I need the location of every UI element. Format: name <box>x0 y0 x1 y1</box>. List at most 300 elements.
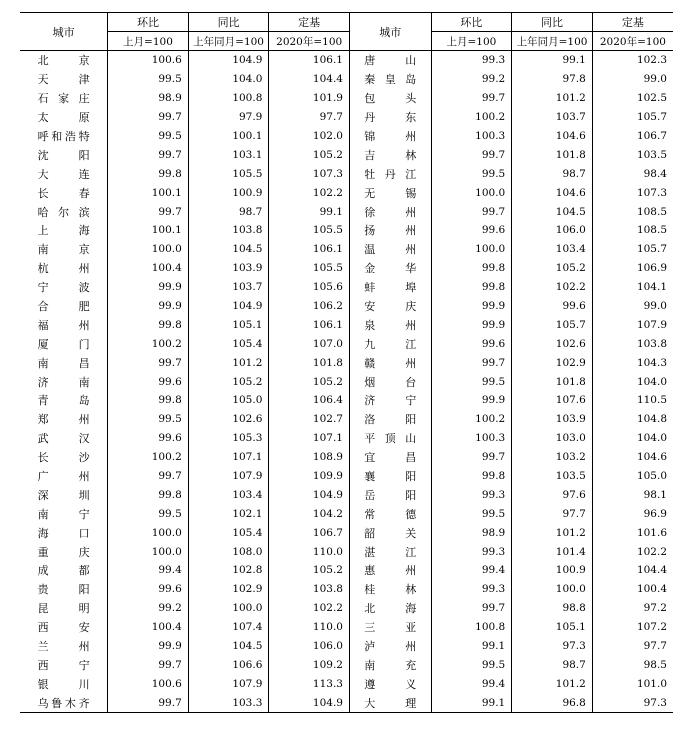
yoy-header: 同比 <box>188 13 269 32</box>
value-cell: 101.0 <box>592 674 673 693</box>
value-cell: 99.8 <box>431 259 512 278</box>
city-name-cell-right <box>349 504 431 523</box>
city-name-cell <box>20 637 108 656</box>
value-cell: 99.6 <box>512 297 593 316</box>
value-cell: 97.3 <box>592 693 673 712</box>
value-cell: 97.6 <box>512 485 593 504</box>
value-cell: 97.8 <box>512 70 593 89</box>
city-name: 呼和浩特 <box>37 130 90 143</box>
value-cell: 102.5 <box>592 89 673 108</box>
value-cell: 101.8 <box>269 353 350 372</box>
value-cell: 107.9 <box>188 467 269 486</box>
city-name: 大 连 <box>37 167 90 181</box>
value-cell: 97.9 <box>188 108 269 127</box>
value-cell: 100.0 <box>431 183 512 202</box>
table-row <box>20 353 673 372</box>
value-cell: 106.6 <box>188 656 269 675</box>
city-name: 深 圳 <box>37 488 90 502</box>
value-cell: 110.5 <box>592 391 673 410</box>
city-name: 平顶山 <box>364 432 417 446</box>
value-cell: 105.1 <box>188 315 269 334</box>
yoy-subheader-right: 上年同月=100 <box>512 32 593 51</box>
city-name: 郑 州 <box>37 413 90 427</box>
city-name: 襄 阳 <box>364 470 417 484</box>
city-name-cell-right <box>349 372 431 391</box>
city-name: 桂 林 <box>364 583 417 597</box>
city-name: 南 充 <box>364 658 417 672</box>
city-name-cell-right <box>349 127 431 146</box>
value-cell: 107.2 <box>592 618 673 637</box>
city-name: 包 头 <box>364 92 417 106</box>
value-cell: 98.5 <box>592 656 673 675</box>
value-cell: 101.9 <box>269 89 350 108</box>
table-row <box>20 656 673 675</box>
value-cell: 99.3 <box>431 51 512 70</box>
city-name: 温 州 <box>364 243 417 257</box>
value-cell: 104.4 <box>592 561 673 580</box>
value-cell: 99.6 <box>431 221 512 240</box>
table-row <box>20 448 673 467</box>
value-cell: 108.9 <box>269 448 350 467</box>
value-cell: 99.2 <box>431 70 512 89</box>
value-cell: 103.7 <box>188 278 269 297</box>
value-cell: 99.7 <box>108 108 189 127</box>
value-cell: 101.8 <box>512 145 593 164</box>
city-name: 徐 州 <box>364 205 417 219</box>
city-name: 上 海 <box>37 224 90 238</box>
value-cell: 99.7 <box>108 145 189 164</box>
value-cell: 99.6 <box>108 372 189 391</box>
value-cell: 105.5 <box>188 164 269 183</box>
value-cell: 99.1 <box>512 51 593 70</box>
value-cell: 104.2 <box>269 504 350 523</box>
value-cell: 106.7 <box>592 127 673 146</box>
city-name: 兰 州 <box>37 640 90 654</box>
value-cell: 100.0 <box>108 240 189 259</box>
value-cell: 102.6 <box>512 334 593 353</box>
value-cell: 106.0 <box>512 221 593 240</box>
value-cell: 99.7 <box>108 693 189 712</box>
city-name: 赣 州 <box>364 356 417 370</box>
city-name-cell <box>20 108 108 127</box>
city-name: 三 亚 <box>364 621 417 635</box>
city-name-cell-right <box>349 656 431 675</box>
fixed-header: 定基 <box>269 13 350 32</box>
value-cell: 105.2 <box>269 372 350 391</box>
value-cell: 107.9 <box>188 674 269 693</box>
value-cell: 99.5 <box>108 504 189 523</box>
city-name: 海 口 <box>37 526 90 540</box>
value-cell: 101.2 <box>512 89 593 108</box>
value-cell: 99.7 <box>431 353 512 372</box>
table-row <box>20 637 673 656</box>
city-name-cell-right <box>349 145 431 164</box>
value-cell: 105.2 <box>188 372 269 391</box>
value-cell: 105.5 <box>269 221 350 240</box>
value-cell: 108.5 <box>592 221 673 240</box>
mom-subheader-right: 上月=100 <box>431 32 512 51</box>
city-name-cell-right <box>349 315 431 334</box>
value-cell: 113.3 <box>269 674 350 693</box>
city-name: 合 肥 <box>37 300 90 314</box>
value-cell: 99.6 <box>431 334 512 353</box>
table-row <box>20 51 673 70</box>
value-cell: 99.6 <box>108 580 189 599</box>
city-name: 长 春 <box>37 186 90 200</box>
value-cell: 104.1 <box>592 278 673 297</box>
value-cell: 99.7 <box>108 202 189 221</box>
value-cell: 99.8 <box>431 278 512 297</box>
city-name-cell <box>20 580 108 599</box>
value-cell: 100.6 <box>108 51 189 70</box>
city-name: 昆 明 <box>37 602 90 616</box>
value-cell: 100.2 <box>431 108 512 127</box>
table-row <box>20 145 673 164</box>
city-name: 成 都 <box>37 564 90 578</box>
value-cell: 100.2 <box>431 410 512 429</box>
city-name-cell-right <box>349 618 431 637</box>
city-name-cell-right <box>349 278 431 297</box>
value-cell: 99.9 <box>431 315 512 334</box>
value-cell: 104.0 <box>188 70 269 89</box>
value-cell: 100.3 <box>431 127 512 146</box>
value-cell: 100.0 <box>108 542 189 561</box>
city-name-cell-right <box>349 183 431 202</box>
value-cell: 106.1 <box>269 51 350 70</box>
city-name-cell <box>20 429 108 448</box>
table-row <box>20 127 673 146</box>
value-cell: 99.5 <box>108 410 189 429</box>
city-name: 天 津 <box>37 73 90 87</box>
value-cell: 98.7 <box>512 656 593 675</box>
city-name-cell <box>20 315 108 334</box>
yoy-header-right: 同比 <box>512 13 593 32</box>
value-cell: 101.2 <box>188 353 269 372</box>
city-name: 金 华 <box>364 262 417 276</box>
value-cell: 99.8 <box>108 164 189 183</box>
value-cell: 106.1 <box>269 315 350 334</box>
city-name-cell <box>20 259 108 278</box>
value-cell: 97.2 <box>592 599 673 618</box>
value-cell: 101.2 <box>512 523 593 542</box>
value-cell: 104.6 <box>512 183 593 202</box>
city-name: 福 州 <box>37 318 90 332</box>
city-name-cell <box>20 674 108 693</box>
value-cell: 99.1 <box>269 202 350 221</box>
value-cell: 101.6 <box>592 523 673 542</box>
value-cell: 108.0 <box>188 542 269 561</box>
city-name-cell-right <box>349 523 431 542</box>
value-cell: 99.9 <box>431 297 512 316</box>
value-cell: 105.0 <box>188 391 269 410</box>
city-name: 哈尔滨 <box>37 205 90 219</box>
value-cell: 99.5 <box>431 164 512 183</box>
value-cell: 105.2 <box>269 145 350 164</box>
value-cell: 106.2 <box>269 297 350 316</box>
city-name: 重 庆 <box>37 545 90 559</box>
value-cell: 100.2 <box>108 448 189 467</box>
value-cell: 104.5 <box>512 202 593 221</box>
city-name: 泉 州 <box>364 318 417 332</box>
value-cell: 104.6 <box>592 448 673 467</box>
value-cell: 104.5 <box>188 240 269 259</box>
city-name-cell-right <box>349 467 431 486</box>
city-name-cell <box>20 334 108 353</box>
value-cell: 100.1 <box>108 221 189 240</box>
table-row <box>20 429 673 448</box>
fixed-subheader-right: 2020年=100 <box>592 32 673 51</box>
value-cell: 103.5 <box>592 145 673 164</box>
value-cell: 103.0 <box>512 429 593 448</box>
city-name-cell <box>20 164 108 183</box>
city-name: 杭 州 <box>37 262 90 276</box>
city-name-cell-right <box>349 353 431 372</box>
table-row <box>20 693 673 712</box>
value-cell: 97.7 <box>269 108 350 127</box>
value-cell: 100.0 <box>188 599 269 618</box>
value-cell: 100.0 <box>108 523 189 542</box>
city-name: 吉 林 <box>364 148 417 162</box>
value-cell: 98.4 <box>592 164 673 183</box>
city-name-cell <box>20 693 108 712</box>
value-cell: 101.8 <box>512 372 593 391</box>
city-name: 蚌 埠 <box>364 281 417 295</box>
city-name-cell <box>20 542 108 561</box>
city-name: 贵 阳 <box>37 583 90 597</box>
subheader-row <box>20 32 673 51</box>
value-cell: 100.4 <box>592 580 673 599</box>
city-name: 泸 州 <box>364 640 417 654</box>
value-cell: 99.4 <box>431 674 512 693</box>
value-cell: 103.1 <box>188 145 269 164</box>
city-name-cell <box>20 70 108 89</box>
value-cell: 99.1 <box>431 637 512 656</box>
value-cell: 105.7 <box>512 315 593 334</box>
value-cell: 100.9 <box>512 561 593 580</box>
value-cell: 107.3 <box>592 183 673 202</box>
city-name-cell-right <box>349 580 431 599</box>
table-row <box>20 315 673 334</box>
value-cell: 104.4 <box>269 70 350 89</box>
value-cell: 104.5 <box>188 637 269 656</box>
value-cell: 107.4 <box>188 618 269 637</box>
table-row <box>20 410 673 429</box>
fixed-subheader: 2020年=100 <box>269 32 350 51</box>
value-cell: 100.1 <box>108 183 189 202</box>
value-cell: 99.8 <box>431 467 512 486</box>
value-cell: 103.9 <box>188 259 269 278</box>
city-name: 武 汉 <box>37 432 90 446</box>
value-cell: 99.7 <box>431 89 512 108</box>
value-cell: 100.6 <box>108 674 189 693</box>
table-row <box>20 334 673 353</box>
city-name: 岳 阳 <box>364 488 417 502</box>
value-cell: 98.8 <box>512 599 593 618</box>
value-cell: 99.9 <box>431 391 512 410</box>
city-name: 秦皇岛 <box>364 73 417 87</box>
city-name: 长 沙 <box>37 451 90 465</box>
city-name-cell <box>20 467 108 486</box>
city-name-cell <box>20 89 108 108</box>
value-cell: 102.2 <box>269 599 350 618</box>
city-name-cell <box>20 504 108 523</box>
city-name: 乌鲁木齐 <box>37 696 90 710</box>
value-cell: 97.3 <box>512 637 593 656</box>
city-name: 宜 昌 <box>364 451 417 465</box>
table-row <box>20 89 673 108</box>
value-cell: 101.4 <box>512 542 593 561</box>
value-cell: 104.0 <box>592 429 673 448</box>
city-name-cell-right <box>349 202 431 221</box>
value-cell: 103.8 <box>592 334 673 353</box>
value-cell: 101.2 <box>512 674 593 693</box>
table-row <box>20 297 673 316</box>
table-row <box>20 467 673 486</box>
city-name-cell-right <box>349 164 431 183</box>
city-name: 银 川 <box>37 677 90 691</box>
value-cell: 102.1 <box>188 504 269 523</box>
city-name-cell <box>20 202 108 221</box>
value-cell: 100.1 <box>188 127 269 146</box>
value-cell: 98.1 <box>592 485 673 504</box>
city-name-cell <box>20 297 108 316</box>
city-name: 九 江 <box>364 337 417 351</box>
city-name-cell-right <box>349 51 431 70</box>
value-cell: 99.5 <box>431 656 512 675</box>
value-cell: 102.6 <box>188 410 269 429</box>
value-cell: 103.4 <box>188 485 269 504</box>
city-name-cell-right <box>349 108 431 127</box>
value-cell: 100.4 <box>108 618 189 637</box>
value-cell: 99.3 <box>431 485 512 504</box>
header-row <box>20 13 673 32</box>
value-cell: 103.7 <box>512 108 593 127</box>
value-cell: 99.0 <box>592 297 673 316</box>
city-name-cell <box>20 618 108 637</box>
value-cell: 105.0 <box>592 467 673 486</box>
city-name-cell-right <box>349 89 431 108</box>
value-cell: 104.9 <box>188 51 269 70</box>
value-cell: 107.3 <box>269 164 350 183</box>
city-name: 石家庄 <box>37 92 90 106</box>
value-cell: 103.8 <box>269 580 350 599</box>
value-cell: 110.0 <box>269 618 350 637</box>
value-cell: 103.4 <box>512 240 593 259</box>
city-name-cell-right <box>349 693 431 712</box>
value-cell: 104.6 <box>512 127 593 146</box>
value-cell: 99.7 <box>108 656 189 675</box>
city-name: 常 德 <box>364 507 417 521</box>
value-cell: 99.7 <box>431 202 512 221</box>
value-cell: 100.0 <box>431 240 512 259</box>
table-row <box>20 618 673 637</box>
value-cell: 109.2 <box>269 656 350 675</box>
value-cell: 99.0 <box>592 70 673 89</box>
city-name: 南 宁 <box>37 507 90 521</box>
value-cell: 102.8 <box>188 561 269 580</box>
value-cell: 104.9 <box>188 297 269 316</box>
value-cell: 102.2 <box>512 278 593 297</box>
value-cell: 99.9 <box>108 637 189 656</box>
city-name: 洛 阳 <box>364 413 417 427</box>
city-name-cell-right <box>349 485 431 504</box>
value-cell: 99.5 <box>108 70 189 89</box>
table-row <box>20 278 673 297</box>
value-cell: 107.1 <box>269 429 350 448</box>
value-cell: 107.1 <box>188 448 269 467</box>
city-name: 烟 台 <box>364 375 417 389</box>
value-cell: 106.9 <box>592 259 673 278</box>
value-cell: 100.9 <box>188 183 269 202</box>
value-cell: 107.6 <box>512 391 593 410</box>
city-name-cell <box>20 410 108 429</box>
city-name-cell <box>20 656 108 675</box>
table-row <box>20 183 673 202</box>
city-header-right: 城市 <box>349 13 431 51</box>
city-name: 厦 门 <box>37 337 90 351</box>
value-cell: 99.5 <box>108 127 189 146</box>
value-cell: 102.9 <box>188 580 269 599</box>
city-name-cell-right <box>349 561 431 580</box>
city-name-cell <box>20 448 108 467</box>
city-name: 湛 江 <box>364 545 417 559</box>
city-name-cell-right <box>349 599 431 618</box>
city-name-cell-right <box>349 391 431 410</box>
city-name: 广 州 <box>37 470 90 484</box>
value-cell: 99.3 <box>431 542 512 561</box>
city-name: 济 南 <box>37 375 90 389</box>
table-row <box>20 202 673 221</box>
value-cell: 99.5 <box>431 504 512 523</box>
table-row <box>20 221 673 240</box>
table-row <box>20 391 673 410</box>
city-header: 城市 <box>20 13 108 51</box>
table-row <box>20 164 673 183</box>
fixed-header-right: 定基 <box>592 13 673 32</box>
value-cell: 106.0 <box>269 637 350 656</box>
value-cell: 99.8 <box>108 391 189 410</box>
city-name: 西 宁 <box>37 658 90 672</box>
city-name-cell <box>20 240 108 259</box>
city-name-cell-right <box>349 429 431 448</box>
city-name: 扬 州 <box>364 224 417 238</box>
value-cell: 99.8 <box>108 315 189 334</box>
value-cell: 104.3 <box>592 353 673 372</box>
city-name-cell <box>20 51 108 70</box>
value-cell: 103.3 <box>188 693 269 712</box>
table-row <box>20 523 673 542</box>
price-index-table <box>20 12 673 713</box>
city-name-cell-right <box>349 221 431 240</box>
yoy-subheader: 上年同月=100 <box>188 32 269 51</box>
value-cell: 99.9 <box>108 278 189 297</box>
mom-header: 环比 <box>108 13 189 32</box>
value-cell: 97.7 <box>592 637 673 656</box>
city-name-cell-right <box>349 674 431 693</box>
value-cell: 104.8 <box>592 410 673 429</box>
city-name: 北 京 <box>37 54 90 68</box>
city-name: 沈 阳 <box>37 148 90 162</box>
city-name-cell <box>20 523 108 542</box>
table-row <box>20 108 673 127</box>
value-cell: 104.0 <box>592 372 673 391</box>
value-cell: 102.7 <box>269 410 350 429</box>
value-cell: 99.8 <box>108 485 189 504</box>
city-name-cell-right <box>349 70 431 89</box>
value-cell: 104.9 <box>269 693 350 712</box>
value-cell: 96.9 <box>592 504 673 523</box>
city-name-cell <box>20 183 108 202</box>
